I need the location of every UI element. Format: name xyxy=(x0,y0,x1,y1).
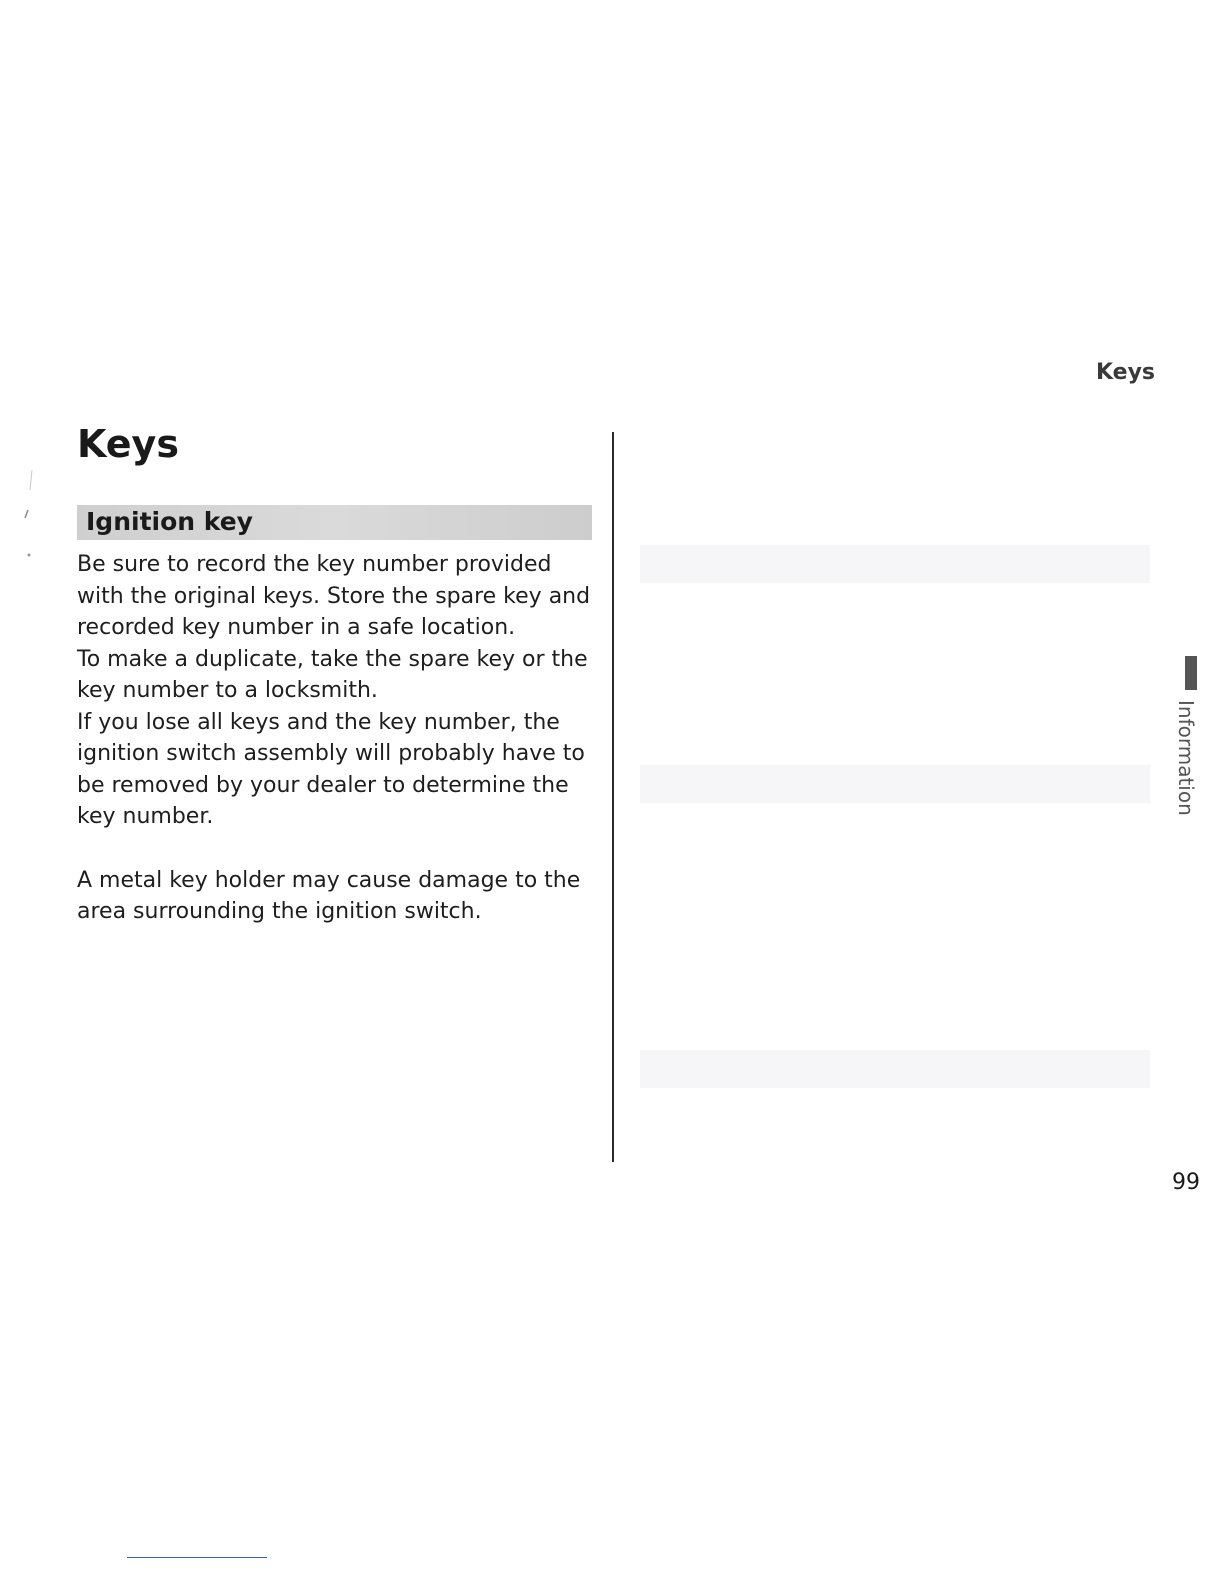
bleed-through-band xyxy=(640,545,1150,583)
section-tab-marker xyxy=(1185,656,1197,690)
note-paragraph: A metal key holder may cause damage to the area surrounding the ignition switch. xyxy=(77,867,581,924)
body-text xyxy=(77,549,597,928)
edge-marks xyxy=(22,470,36,560)
bleed-through-band xyxy=(640,1050,1150,1088)
section-heading: Ignition key xyxy=(86,507,253,536)
bottom-rule xyxy=(127,1557,267,1558)
column-divider xyxy=(612,432,614,1162)
bleed-through-band xyxy=(640,765,1150,803)
paragraph: Be sure to record the key number provided with the original keys. Store the spare key and recorded key number in a safe location. xyxy=(77,552,591,640)
side-tab-label: Information xyxy=(1174,700,1198,816)
side-tab xyxy=(1174,700,1202,830)
page-number: 99 xyxy=(1172,1170,1200,1195)
paragraph: To make a duplicate, take the spare key or the key number to a locksmith. xyxy=(77,646,588,703)
section-heading-bar xyxy=(77,505,592,540)
paragraph: If you lose all keys and the key number, the ignition switch assembly will probably have to be removed by your dealer to determine the key number. xyxy=(77,709,585,829)
page-title: Keys xyxy=(77,422,179,466)
running-header: Keys xyxy=(1096,360,1156,385)
